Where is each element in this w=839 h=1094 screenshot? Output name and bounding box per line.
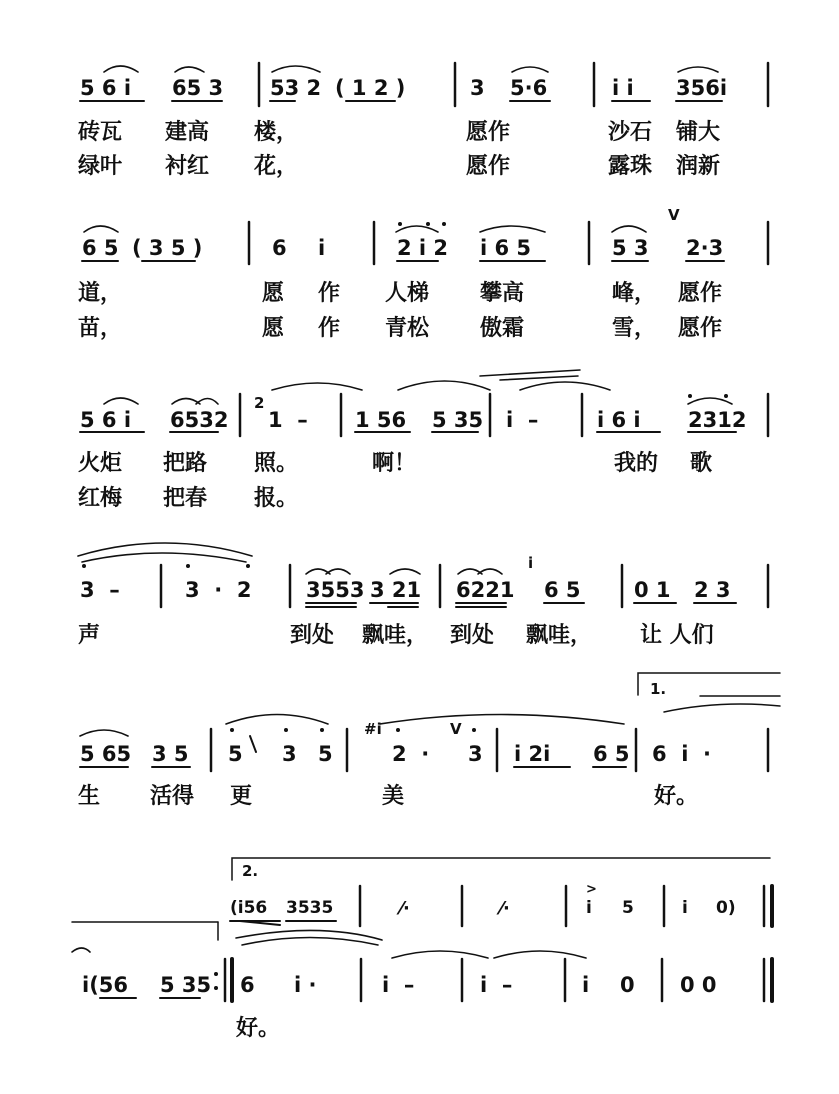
- lyric: 啊！: [372, 451, 417, 476]
- note-group: ( 1 2 ): [335, 76, 406, 100]
- note-group: 5 35: [160, 973, 212, 997]
- note-group: 1 –: [268, 408, 308, 432]
- accent-mark: >: [586, 882, 597, 897]
- grace-note: 2: [254, 394, 265, 412]
- lyric: 攀高: [480, 281, 525, 306]
- note-group: 3 · 2: [185, 578, 252, 602]
- slurs-system-2: [84, 226, 646, 232]
- lyric: 铺大: [676, 120, 721, 145]
- note-group: 2 ·: [392, 742, 430, 766]
- lyric: 愿: [262, 281, 285, 306]
- note-group: 3553: [306, 578, 365, 602]
- lyric: 把路: [163, 451, 208, 476]
- note-group: 3 21: [370, 578, 422, 602]
- slurs-system-6: [72, 930, 586, 958]
- volta-label: 1.: [650, 680, 667, 698]
- note-group: 5 3: [612, 236, 649, 260]
- lyric: 歌: [690, 451, 713, 476]
- lyric: 报。: [254, 486, 299, 511]
- note-group: 3 5: [152, 742, 189, 766]
- lyric: 愿作: [466, 120, 511, 145]
- glissando-mark: [250, 736, 256, 752]
- note-group: i –: [506, 408, 539, 432]
- lyric: 飘哇，: [362, 623, 429, 648]
- instrumental-notes: 0): [716, 898, 736, 918]
- lyric: 火炬: [78, 451, 123, 476]
- barlines-system-6: [225, 959, 772, 1001]
- note-group: 6532: [170, 408, 229, 432]
- note-group: i 2i: [514, 742, 551, 766]
- repeat-sign: ⁄·: [500, 898, 510, 919]
- lyric: 道，: [78, 281, 123, 306]
- barlines-system-5: [211, 729, 768, 771]
- lyric: 建高: [165, 120, 210, 145]
- lyric: 沙石: [608, 120, 653, 145]
- lyric: 花，: [254, 154, 299, 179]
- lyric: 更: [230, 784, 253, 809]
- note-group: 2 i 2: [397, 236, 449, 260]
- repeat-sign: ⁄·: [400, 898, 410, 919]
- note-group: i ·: [294, 973, 317, 997]
- note-group: 5: [318, 742, 333, 766]
- note-group: 3: [470, 76, 485, 100]
- note-group: i –: [480, 973, 513, 997]
- lyric: 红梅: [78, 486, 123, 511]
- note-group: 5: [228, 742, 243, 766]
- note-group: 2·3: [686, 236, 724, 260]
- note-group: 6: [240, 973, 255, 997]
- lyric: 润新: [676, 154, 721, 179]
- instrumental-notes: i: [682, 898, 688, 918]
- lyric: 露珠: [608, 154, 653, 179]
- lyric: 把春: [163, 486, 208, 511]
- lyric: 让 人们: [640, 623, 714, 648]
- lyric: 作: [318, 281, 341, 306]
- lyric: 愿作: [678, 316, 723, 341]
- note-group: ( 3 5 ): [132, 236, 203, 260]
- instrumental-notes: 3535: [286, 898, 334, 918]
- lyric: 好。: [654, 784, 699, 809]
- barlines-system-1: [259, 63, 768, 106]
- lyric: 活得: [150, 784, 195, 809]
- lyric: 苗，: [78, 316, 123, 341]
- instrumental-notes: (i56: [230, 898, 268, 918]
- lyric: 我的: [614, 451, 659, 476]
- instrumental-notes: 5: [622, 898, 634, 918]
- lyric: 衬红: [165, 154, 210, 179]
- lyric: 峰，: [612, 281, 657, 306]
- lyric: 声: [78, 623, 101, 648]
- note-group: 5·6: [510, 76, 548, 100]
- breath-mark: V: [668, 206, 680, 224]
- note-group: 0: [620, 973, 635, 997]
- note-group: i i: [612, 76, 634, 100]
- note-group: 3 –: [80, 578, 120, 602]
- note-group: 6: [272, 236, 287, 260]
- instrumental-notes: i: [586, 898, 592, 918]
- slurs-system-3: [104, 370, 732, 404]
- lyric: 作: [318, 316, 341, 341]
- lyric: 傲霜: [480, 316, 525, 341]
- lyric: 飘哇，: [526, 623, 593, 648]
- note-group: 5 6 i: [80, 76, 132, 100]
- note-group: 6 5: [544, 578, 581, 602]
- slurs-system-5: [80, 715, 624, 737]
- barlines-system-3: [240, 394, 768, 436]
- grace-note: #i: [364, 720, 382, 738]
- volta-2: [72, 858, 770, 940]
- note-group: i: [318, 236, 326, 260]
- note-group: 3: [468, 742, 483, 766]
- lyric: 愿作: [678, 281, 723, 306]
- note-group: 5 35: [432, 408, 484, 432]
- note-group: i: [582, 973, 590, 997]
- lyric: 雪，: [612, 316, 657, 341]
- barlines-system-2: [249, 222, 768, 264]
- note-group: 6221: [456, 578, 515, 602]
- breath-mark: V: [450, 720, 462, 738]
- note-group: i(56: [82, 973, 129, 997]
- note-group: 5 65: [80, 742, 132, 766]
- note-group: 3: [282, 742, 297, 766]
- lyric: 楼，: [254, 120, 299, 145]
- lyric: 绿叶: [78, 154, 123, 179]
- lyric: 生: [78, 784, 101, 809]
- note-group: i –: [382, 973, 415, 997]
- note-group: 2 3: [694, 578, 731, 602]
- note-group: 53 2: [270, 76, 322, 100]
- lyric: 到处: [450, 623, 495, 648]
- note-group: 6 5: [82, 236, 119, 260]
- volta-label: 2.: [242, 862, 259, 880]
- note-group: 6 5: [593, 742, 630, 766]
- note-group: 0 0: [680, 973, 717, 997]
- note-group: i 6 i: [597, 408, 641, 432]
- grace-note: i: [528, 554, 534, 572]
- barlines-instrumental: [360, 886, 772, 926]
- lyric: 愿: [262, 316, 285, 341]
- lyric: 青松: [385, 316, 430, 341]
- lyric: 人梯: [385, 281, 430, 306]
- note-group: 0 1: [634, 578, 671, 602]
- repeat-dots: [214, 972, 218, 990]
- note-group: i 6 5: [480, 236, 532, 260]
- note-group: 1 56: [355, 408, 407, 432]
- octave-dots: [82, 222, 728, 732]
- slurs-system-1: [104, 66, 718, 72]
- underlines-system-4: [306, 603, 736, 607]
- lyric: 到处: [290, 623, 335, 648]
- volta-1: [638, 673, 780, 712]
- note-group: 2312: [688, 408, 747, 432]
- note-group: 65 3: [172, 76, 224, 100]
- note-group: 5 6 i: [80, 408, 132, 432]
- barlines-system-4: [161, 565, 768, 607]
- note-group: 6 i ·: [652, 742, 712, 766]
- lyric: 砖瓦: [78, 120, 123, 145]
- lyric: 照。: [254, 451, 299, 476]
- lyric: 愿作: [466, 154, 511, 179]
- note-group: 356i: [676, 76, 728, 100]
- lyric: 美: [382, 784, 405, 809]
- lyric: 好。: [236, 1016, 281, 1041]
